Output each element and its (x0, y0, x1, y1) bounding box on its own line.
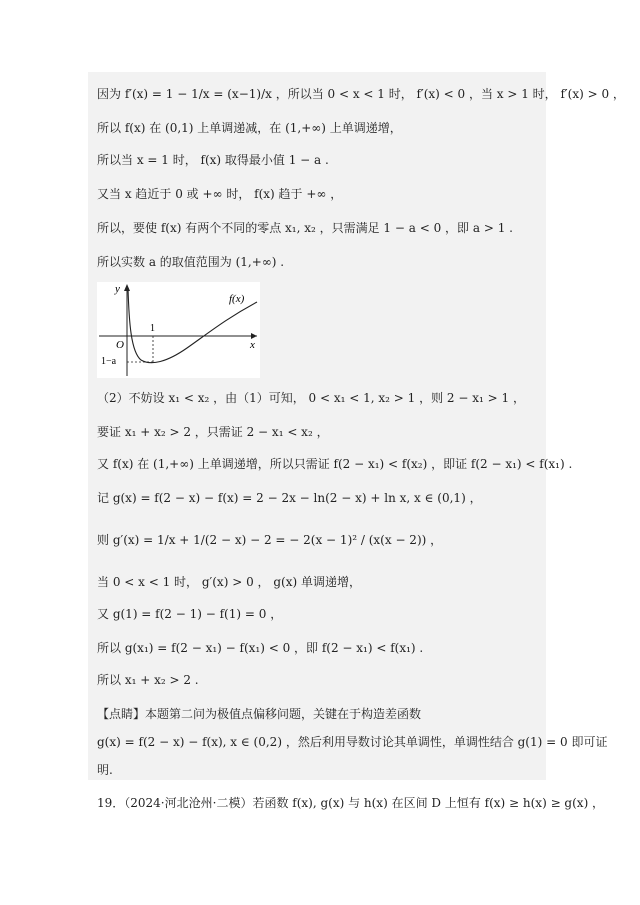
text-line: 所以 g(x₁) = f(2 − x₁) − f(x₁) < 0 ，即 f(2 − x₁) < f(x₁) . (97, 641, 424, 655)
text-line: 所以 x₁ + x₂ > 2 . (97, 673, 199, 687)
text-line: 又 g(1) = f(2 − 1) − f(1) = 0 ， (97, 607, 283, 621)
text-line: 所以，要使 f(x) 有两个不同的零点 x₁, x₂ ，只需满足 1 − a < 0 ，即 a > 1 . (97, 221, 513, 235)
curve-label: f(x) (229, 293, 245, 305)
key-point-heading: 【点睛】本题第二问为极值点偏移问题，关键在于构造差函数 (97, 707, 422, 721)
text-line: 因为 f′(x) = 1 − 1/x = (x−1)/x ，所以当 0 < x < 1 时， f′(x) < 0 ，当 x > 1 时， f′(x) > 0 ， (97, 87, 625, 101)
y-tick-label: 1−a (101, 356, 117, 367)
text-line: 记 g(x) = f(2 − x) − f(x) = 2 − 2x − ln(2 − x) + ln x, x ∈ (0,1) ， (97, 491, 482, 505)
function-graph (97, 282, 260, 378)
y-axis-label: y (115, 283, 120, 295)
text-line: 又 f(x) 在 (1,+∞) 上单调递增，所以只需证 f(2 − x₁) < f(x₂) ，即证 f(2 − x₁) < f(x₁) . (97, 457, 573, 471)
question-19: 19．（2024·河北沧州·二模）若函数 f(x), g(x) 与 h(x) 在区间 D 上恒有 f(x) ≥ h(x) ≥ g(x) ， (97, 796, 605, 810)
text-line: 所以实数 a 的取值范围为 (1,+∞) . (97, 255, 285, 269)
text-line: （2）不妨设 x₁ < x₂ ，由（1）可知， 0 < x₁ < 1, x₂ > 1 ，则 2 − x₁ > 1 ， (97, 391, 525, 405)
text-line: 当 0 < x < 1 时， g′(x) > 0 ， g(x) 单调递增， (97, 575, 361, 589)
origin-label: O (116, 339, 124, 351)
text-line: 则 g′(x) = 1/x + 1/(2 − x) − 2 = − 2(x − 1)² / (x(x − 2)) ， (97, 533, 443, 547)
text-line: g(x) = f(2 − x) − f(x), x ∈ (0,2) ，然后利用导数讨论其单调性，单调性结合 g(1) = 0 即可证 (97, 735, 608, 749)
text-line: 所以当 x = 1 时， f(x) 取得最小值 1 − a . (97, 153, 329, 167)
text-line: 要证 x₁ + x₂ > 2 ，只需证 2 − x₁ < x₂ ， (97, 425, 329, 439)
text-line: 又当 x 趋近于 0 或 +∞ 时， f(x) 趋于 +∞ ， (97, 187, 343, 201)
x-axis-label: x (250, 339, 255, 351)
text-line: 明. (97, 763, 113, 777)
x-tick-label: 1 (150, 323, 155, 334)
y-axis-arrow (124, 284, 130, 291)
text-line: 所以 f(x) 在 (0,1) 上单调递减，在 (1,+∞) 上单调递增， (97, 121, 402, 135)
